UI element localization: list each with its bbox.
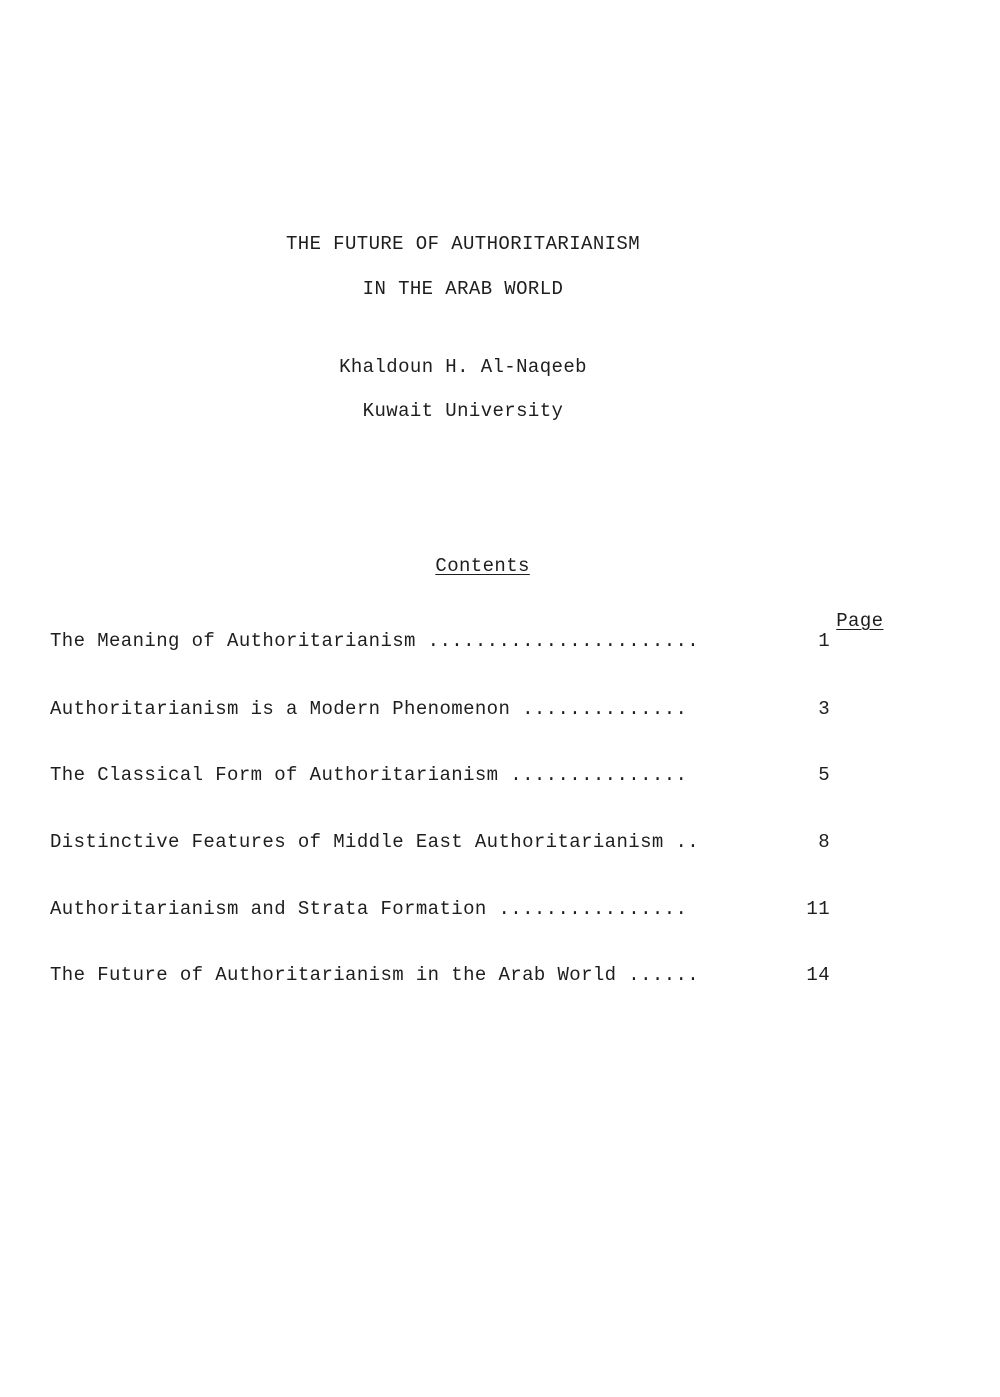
toc-entry-page: 14 xyxy=(806,964,830,986)
toc-entry-page: 8 xyxy=(818,831,830,853)
toc-entry xyxy=(50,831,830,855)
toc-entry xyxy=(50,698,830,722)
toc-entry-title: Distinctive Features of Middle East Authoritarianism .. xyxy=(50,831,700,853)
title-line-2: IN THE ARAB WORLD xyxy=(362,278,564,300)
author-affiliation: Kuwait University xyxy=(362,400,564,422)
toc-entry-title: Authoritarianism is a Modern Phenomenon .............. xyxy=(50,698,688,720)
toc-entry-page: 11 xyxy=(806,898,830,920)
toc-entry-title: Authoritarianism and Strata Formation ................ xyxy=(50,898,688,920)
toc-entry-title: The Classical Form of Authoritarianism ............... xyxy=(50,764,688,786)
toc-entry xyxy=(50,898,830,922)
title-line-1: THE FUTURE OF AUTHORITARIANISM xyxy=(285,233,641,255)
toc-entry-title: The Future of Authoritarianism in the Arab World ...... xyxy=(50,964,700,986)
toc-entry xyxy=(50,630,830,654)
toc-entry xyxy=(50,964,830,988)
contents-heading xyxy=(0,533,918,599)
page-column-heading-text: Page xyxy=(836,610,884,632)
author-name: Khaldoun H. Al-Naqeeb xyxy=(339,356,587,378)
toc-entry-page: 1 xyxy=(818,630,830,652)
toc-entry-page: 3 xyxy=(818,698,830,720)
contents-heading-text: Contents xyxy=(435,555,530,577)
toc-entry-page: 5 xyxy=(818,764,830,786)
toc-entry xyxy=(50,764,830,788)
toc-entry-title: The Meaning of Authoritarianism ....................... xyxy=(50,630,700,652)
